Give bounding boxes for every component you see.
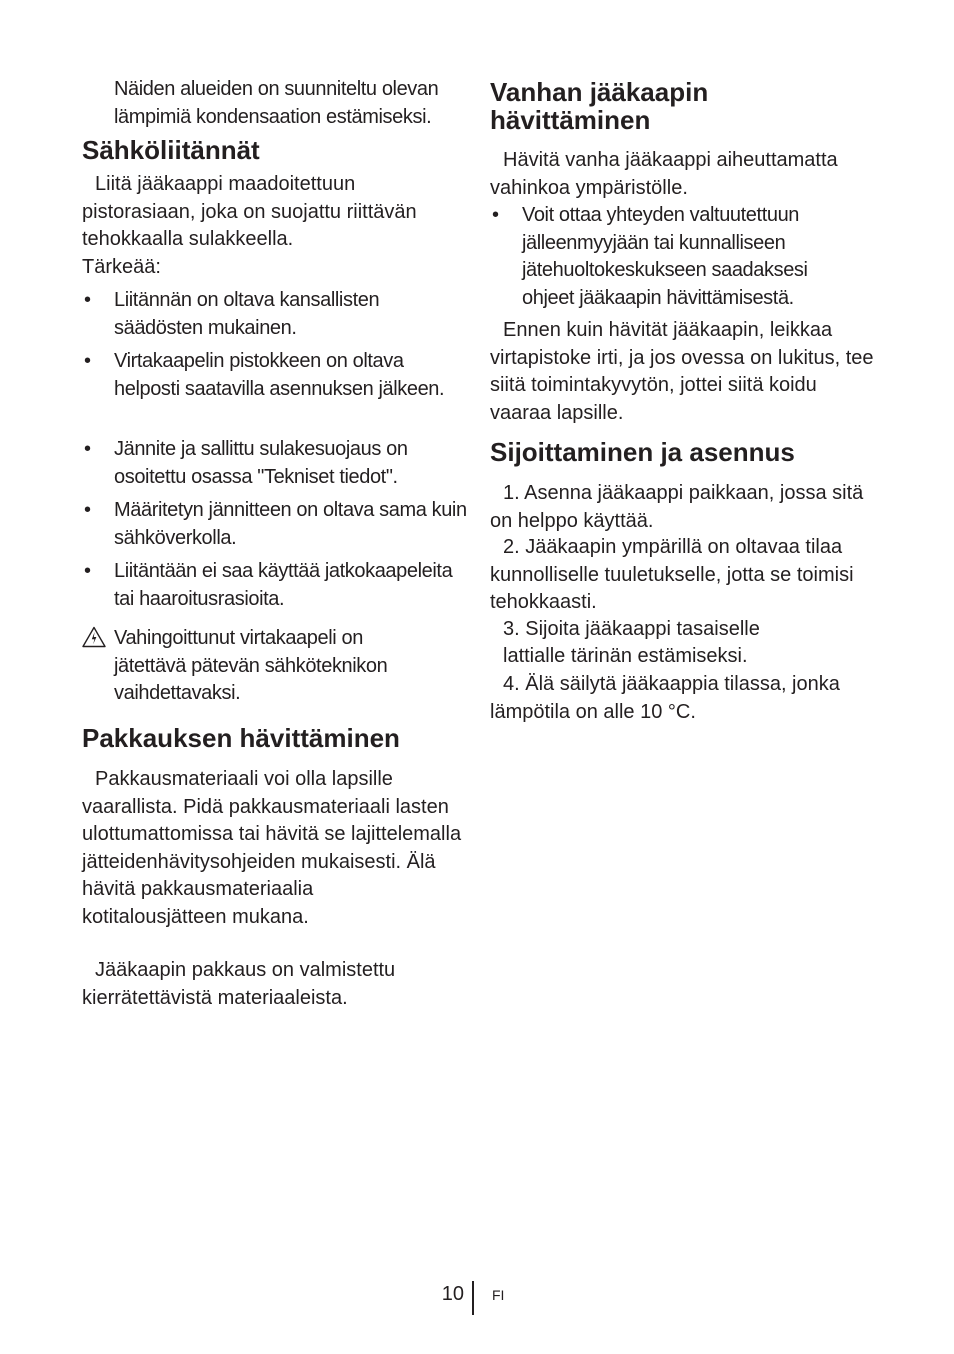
warning-text: Vahingoittunut virtakaapeli on jätettävä pätevän sähköteknikon vaihdettavaksi. <box>114 627 388 704</box>
warning-note <box>82 625 472 708</box>
bullet-text: Määritetyn jännitteen on oltava sama kuin sähköverkolla. <box>114 499 467 549</box>
placement-step-1: 1. Asenna jääkaappi paikkaan, jossa sitä on helppo käyttää. <box>490 482 864 532</box>
disposal-paragraph-2: Ennen kuin hävität jääkaapin, leikkaa virtapistoke irti, ja jos ovessa on lukitus, tee siitä toimintakyvytön, jottei siitä koidu vaaraa lapsille. <box>490 319 874 424</box>
bullet-dot: • <box>84 499 92 521</box>
language-code: FI <box>492 1287 505 1303</box>
bullet-text: Virtakaapelin pistokkeen on oltava helposti saatavilla asennuksen jälkeen. <box>114 350 445 400</box>
bullet-text: Voit ottaa yhteyden valtuutettuun jälleenmyyjään tai kunnalliseen jätehuoltokeskukseen saadaksesi ohjeet jääkaapin hävittämisestä. <box>522 204 808 309</box>
bullet-item <box>82 558 472 613</box>
bullet-item <box>82 287 472 342</box>
bullet-dot: • <box>84 289 92 311</box>
bullet-item <box>82 436 472 491</box>
bullet-text: Jännite ja sallittu sulakesuojaus on osoitettu osassa "Tekniset tiedot". <box>114 438 408 488</box>
electrical-paragraph: Liitä jääkaappi maadoitettuun pistorasiaan, joka on suojattu riittävän tehokkaalla sulakkeella. <box>82 173 417 250</box>
bullet-dot: • <box>492 204 500 226</box>
placement-step-3-cont: lattialle tärinän estämiseksi. <box>503 645 748 667</box>
disposal-paragraph: Hävitä vanha jääkaappi aiheuttamatta vahinkoa ympäristölle. <box>490 149 838 199</box>
placement-step-3: 3. Sijoita jääkaappi tasaiselle <box>503 618 760 640</box>
page-number: 10 <box>441 1283 464 1305</box>
electrical-heading: Sähköliitännät <box>82 135 260 165</box>
bullet-dot: • <box>84 438 92 460</box>
footer-divider <box>472 1281 474 1315</box>
important-label: Tärkeää: <box>82 256 161 278</box>
bullet-dot: • <box>84 350 92 372</box>
bullet-item <box>82 497 472 552</box>
warning-triangle-icon <box>82 626 106 648</box>
placement-step-2: 2. Jääkaapin ympärillä on oltavaa tilaa kunnolliselle tuuletukselle, jotta se toimisi tehokkaasti. <box>490 536 854 613</box>
packaging-paragraph-2: Jääkaapin pakkaus on valmistettu kierrätettävistä materiaaleista. <box>82 959 396 1009</box>
packaging-paragraph: Pakkausmateriaali voi olla lapsille vaarallista. Pidä pakkausmateriaali lasten ulottumattomissa tai hävitä se lajittelemalla jätteidenhävitysohjeiden mukaisesti. Älä hävitä pakkausmateriaalia kotitalousjätteen mukana. <box>82 768 462 928</box>
bullet-text: Liitännän on oltava kansallisten säädösten mukainen. <box>114 289 380 339</box>
placement-heading: Sijoittaminen ja asennus <box>490 437 795 467</box>
bullet-text: Liitäntään ei saa käyttää jatkokaapeleita tai haaroitusrasioita. <box>114 560 453 610</box>
bullet-dot: • <box>84 560 92 582</box>
disposal-heading: Vanhan jääkaapin hävittäminen <box>490 77 709 135</box>
bullet-item <box>82 348 472 403</box>
bullet-item <box>490 202 880 312</box>
intro-text: Näiden alueiden on suunniteltu olevan lämpimiä kondensaation estämiseksi. <box>114 78 439 128</box>
placement-step-4: 4. Älä säilytä jääkaappia tilassa, jonka lämpötila on alle 10 °C. <box>490 673 840 723</box>
packaging-heading: Pakkauksen hävittäminen <box>82 723 400 753</box>
